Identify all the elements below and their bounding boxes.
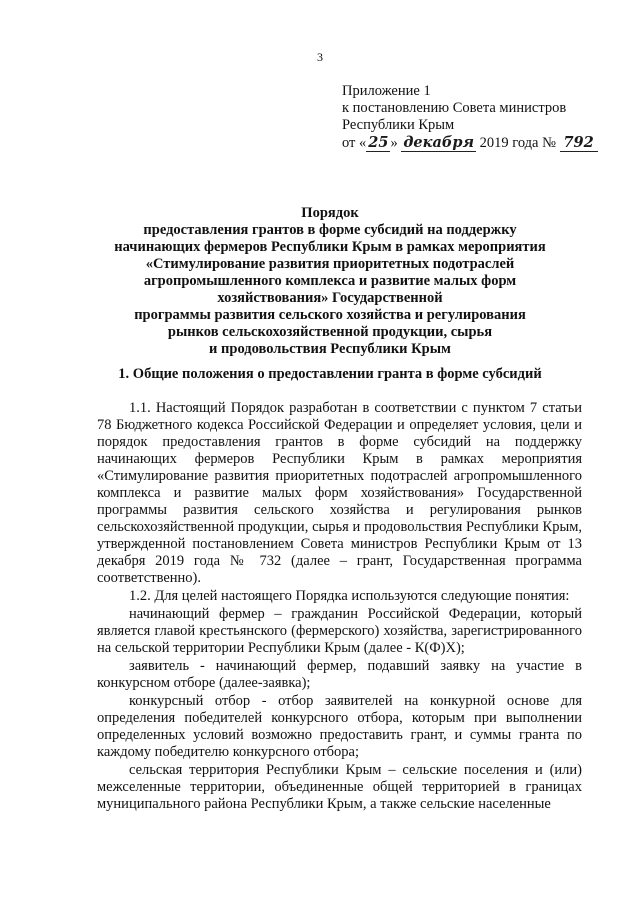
title-line: рынков сельскохозяйственной продукции, сырья	[167, 324, 493, 340]
title-line: Порядок	[301, 205, 359, 221]
paragraph-1-2: 1.2. Для целей настоящего Порядка используются следующие понятия:	[129, 588, 570, 604]
date-year: 2019 года №	[479, 135, 556, 151]
appendix-line-2: к постановлению Совета министров	[342, 100, 567, 116]
date-prefix: от «	[342, 135, 367, 151]
definition-rural-territory: сельская территория Республики Крым – сельские поселения и (или) межселенные территории, объединенные общей территорией в границах муниципального района Республики Крым, а также сельские населенные	[97, 762, 582, 812]
appendix-block	[342, 83, 598, 152]
definition-applicant: заявитель - начинающий фермер, подавший заявку на участие в конкурсном отборе (далее-заявка);	[97, 658, 582, 691]
title-line: и продовольствия Республики Крым	[209, 341, 451, 357]
paragraph-1-1: 1.1. Настоящий Порядок разработан в соответствии с пунктом 7 статьи 78 Бюджетного кодекса Российской Федерации и определяет условия, цели и порядок предоставления грантов в форме субсидий на поддержку начинающих фермеров Республики Крым в рамках мероприятия «Стимулирование развития приоритетных подотраслей агропромышленного комплекса и развитие малых форм хозяйствования» Государственной программы развития сельского хозяйства и регулирования рынков сельскохозяйственной продукции, сырья и продовольствия Республики Крым, утвержденной постановлением Совета министров Республики Крым от 13 декабря 2019 года № 732 (далее – грант, Государственная программа соответственно).	[97, 400, 582, 586]
title-line: «Стимулирование развития приоритетных подотраслей	[145, 256, 515, 272]
section-heading: 1. Общие положения о предоставлении гранта в форме субсидий	[118, 366, 542, 382]
title-line: программы развития сельского хозяйства и регулирования	[134, 307, 526, 323]
page-number: 3	[317, 50, 323, 64]
section-body	[97, 400, 582, 814]
appendix-date-line	[342, 134, 598, 152]
title-line: начинающих фермеров Республики Крым в рамках мероприятия	[114, 239, 546, 255]
definition-farmer: начинающий фермер – гражданин Российской Федерации, который является главой крестьянского (фермерского) хозяйства, зарегистрированного на сельской территории Республики Крым (далее - К(Ф)Х);	[97, 606, 582, 656]
handwritten-doc-number: 792	[560, 134, 598, 152]
document-title	[60, 205, 600, 358]
appendix-line-3: Республики Крым	[342, 117, 455, 133]
title-line: предоставления грантов в форме субсидий на поддержку	[143, 222, 517, 238]
handwritten-day: 25	[368, 134, 389, 151]
definition-competition: конкурсный отбор - отбор заявителей на конкурной основе для определения победителей конкурсного отбора, которым при выполнении определенных условий возможно предоставить грант, и суммы гранта по каждому победителю конкурсного отбора;	[97, 693, 582, 760]
title-line: агропромышленного комплекса и развитие малых форм	[143, 273, 517, 289]
appendix-line-1: Приложение 1	[342, 83, 431, 99]
title-line: хозяйствования» Государственной	[217, 290, 443, 306]
handwritten-month: декабря	[403, 134, 475, 151]
date-separator: »	[390, 135, 398, 151]
